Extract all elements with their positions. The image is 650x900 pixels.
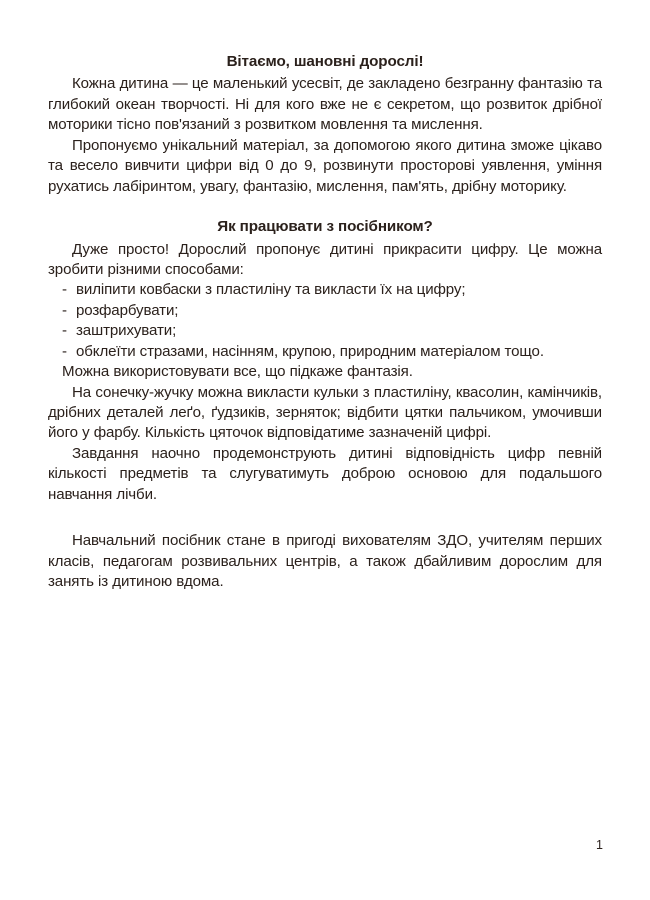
heading-how-to-use: Як працювати з посібником?: [217, 218, 433, 236]
list-item: [48, 301, 602, 321]
paragraph-how-intro: Дуже просто! Дорослий пропонує дитині прикрасити цифру. Це можна зробити різними способами:: [48, 240, 602, 278]
document-body: [48, 52, 602, 593]
paragraph-every-child: Кожна дитина — це маленький усесвіт, де закладено безгранну фантазію та глибокий океан творчості. Ні для кого вже не є секретом, що розвиток дрібної моторики тісно пов'язаний з розвитком мовлення та мислення.: [48, 75, 602, 134]
list-item-label: заштрихувати;: [76, 322, 177, 340]
heading-welcome: Вітаємо, шановні дорослі!: [226, 53, 424, 70]
page-number: 1: [596, 838, 603, 852]
paragraph-audience: Навчальний посібник стане в пригоді вихователям ЗДО, учителям перших класів, педагогам розвивальних центрів, а також дбайливим дорослим для занять із дитиною вдома.: [48, 532, 602, 591]
list-item-label: обклеїти стразами, насінням, крупою, природним матеріалом тощо.: [76, 342, 544, 360]
methods-list: [48, 280, 602, 362]
list-item: [48, 321, 602, 341]
list-item: [48, 342, 602, 362]
paragraph-tasks-demonstrate: Завдання наочно продемонструють дитині відповідність цифр певній кількості предметів та слугуватимуть доброю основою для подальшого навчання лічби.: [48, 444, 602, 503]
list-item: [48, 280, 602, 300]
list-item-label: виліпити ковбаски з пластиліну та викласти їх на цифру;: [76, 281, 466, 299]
section-spacer: [48, 505, 602, 531]
paragraph-ladybug: На сонечку-жучку можна викласти кульки з пластиліну, квасолин, камінчиків, дрібних деталей леґо, ґудзиків, зерняток; відбити цятки пальчиком, умочивши його у фарбу. Кількість цяточок відповідатиме зазначеній цифрі.: [48, 383, 602, 442]
paragraph-use-anything: Можна використовувати все, що підкаже фантазія.: [62, 363, 413, 381]
list-item-label: розфарбувати;: [76, 301, 179, 319]
dash-bullet-icon: -: [62, 322, 67, 340]
dash-bullet-icon: -: [62, 301, 67, 319]
dash-bullet-icon: -: [62, 281, 67, 299]
dash-bullet-icon: -: [62, 342, 67, 360]
paragraph-unique-material: Пропонуємо унікальний матеріал, за допомогою якого дитина зможе цікаво та весело вивчити цифри від 0 до 9, розвинути просторові уявлення, уміння рухатись лабіринтом, увагу, фантазію, мислення, пам'ять, дрібну моторику.: [48, 136, 602, 195]
